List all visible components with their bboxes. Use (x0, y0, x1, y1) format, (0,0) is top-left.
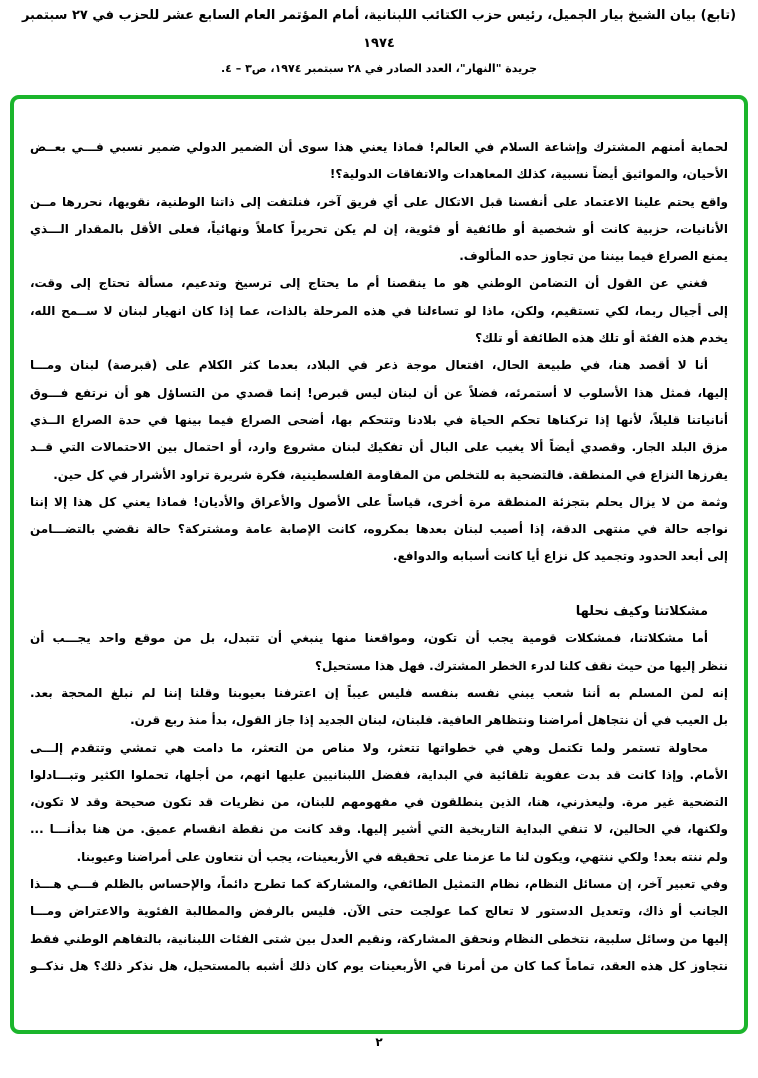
paragraph (30, 625, 728, 680)
text-line: ننظر إليها من حيث نقف كلنا لدرء الخطر المشترك. فهل هذا مستحيل؟ (315, 658, 728, 673)
paragraph (30, 735, 728, 871)
text-line: الأمام. وإذا كانت قد بدت عفوية تلقائية في البداية، ففضل اللبنانيين عليها انهم، من أجلها، تحملوا الكثير وتبـــادلوا (30, 767, 728, 782)
paragraph (30, 352, 728, 488)
page-number: ٢ (375, 1035, 383, 1049)
document-title: (تابع) بيان الشيخ بيار الجميل، رئيس حزب الكتائب اللبنانية، أمام المؤتمر العام السابع عشر للحزب في ٢٧ سبتمبر (21, 8, 737, 23)
text-line: بل العيب في أن نتجاهل أمراضنا ونتظاهر العافية. فلبنان، لبنان الجديد إذا جاز القول، بدأ منذ ربع قرن. (130, 713, 728, 728)
text-line: أما مشكلاتنا، فمشكلات قومية يجب أن تكون، ومواقعنا منها ينبغي أن تتبدل، بل من موقع واحد يجـــب أن (30, 631, 708, 646)
text-line: ولم ننته بعد! ولكي ننتهي، ويكون لنا ما عزمنا على تحقيقه في الأربعينات، يجب أن نتعاون على أمراضنا وعيوبنا. (76, 849, 728, 864)
text-line: إليها، فمثل هذا الأسلوب لا أستمرئه، فضلاً عن أن لبنان ليس قبرص! إنما قصدي من التساؤل هو أن نرتفع فـــوق (30, 385, 728, 400)
text-line: إليها من وسائل سلبية، نتخطى النظام ونحقق المشاركة، ونقيم العدل بين شتى الفئات اللبنانية، بالتفاهم الوطني فقط (30, 931, 728, 946)
text-line: نواجه حالة في منتهى الدقة، إذا أصيب لبنان بعدها بمكروه، كانت الإصابة عامة ومشتركة؟ حالة نقضي بالتضـــامن (30, 522, 728, 537)
text-line: الأحيان، والمواثيق أيضاً نسبية، كذلك المعاهدات والاتفاقات الدولية؟! (329, 167, 728, 182)
text-line: وفي تعبير آخر، إن مسائل النظام، نظام التمثيل الطائفي، والمشاركة كما تطرح دائماً، والإحساس بالظلم فـــي هـــذا (30, 877, 728, 892)
paragraph (30, 270, 728, 352)
text-line: يخدم هذه الفئة أو تلك هذه الطائفة أو تلك؟ (475, 331, 728, 346)
text-line: محاولة تستمر ولما تكتمل وهي في خطواتها تتعثر، ولا مناص من التعثر، ما دامت هي تمشي وتتقدم إلـــى (30, 740, 708, 755)
text-line: يفرزها النزاع في المنطقة. فالتضحية به للتخلص من المقاومة الفلسطينية، فكرة شريرة تراود الأشرار في كل حين. (53, 467, 728, 482)
document-body (30, 134, 728, 980)
text-line: مزق البلد الجار. وقصدي أيضاً ألا يغيب على البال أن تفكيك لبنان مشروع وارد، أو احتمال بين الاحتمالات التي قــد (30, 440, 728, 455)
text-line: الجانب أو ذاك، وتعديل الدستور لا تعالج كما عولجت حتى الآن. فليس بالرفض والمطالبة الفئوية والاعتراض ومـــا (30, 904, 728, 919)
text-line: إلى أجيال ربما، لكي تستقيم، ولكن، ماذا لو تساءلنا في هذه المرحلة بالذات، عما إذا كان انهيار لبنان لا ســمح الله، (30, 303, 728, 318)
document-title-year: ١٩٧٤ (363, 36, 395, 51)
paragraph (30, 871, 728, 980)
text-line: وثمة من لا يزال يحلم بتجزئة المنطقة مرة أخرى، قياساً على الأصول والأعراق والأديان! فماذا يعني كل هذا إلا إننا (30, 494, 728, 509)
text-line: يمنع الصراع فيما بيننا من تجاوز حده المألوف. (459, 249, 728, 264)
text-line: فغني عن القول أن التضامن الوطني هو ما ينقصنا أم ما يحتاج إلى ترسيخ وتدعيم، مسألة تحتاج إلى وقت، (30, 276, 708, 291)
section-heading: مشكلاتنا وكيف نحلها (575, 604, 708, 620)
text-line: أنانياتنا قليلاً، لأنها إذا تركناها تحكم الحياة في بلادنا وتتحكم بها، أضحى الصراع فيما بينها في حدة الصراع الــذي (30, 412, 728, 427)
text-line: الأنانيات، حزبية كانت أو شخصية أو طائفية أو فئوية، إن لم يكن تحريراً كاملاً ونهائياً، فعلى الأقل بالمقدار الـــذي (30, 221, 728, 236)
paragraph (30, 489, 728, 571)
text-line: إلى أبعد الحدود وتجميد كل نزاع أيا كانت أسبابه والدوافع. (392, 549, 728, 564)
text-line: إنه لمن المسلم به أننا شعب يبني نفسه بنفسه فليس عيباً إن اعترفنا بعيوبنا وقلنا إننا لم نبلغ المحجة بعد. (30, 685, 728, 700)
paragraph (30, 189, 728, 271)
source-citation: جريدة "النهار"، العدد الصادر في ٢٨ سبتمبر ١٩٧٤، ص٣ – ٤. (220, 62, 538, 75)
paragraph (30, 680, 728, 735)
paragraph (30, 134, 728, 189)
section-1 (30, 134, 728, 571)
text-line: التضحية غير مرة. وليعذرني، هنا، الذين ينطلقون في مفهومهم للبنان، من نظريات قد تكون صحيحة وقد لا تكون، (30, 795, 728, 810)
text-line: نتجاوز كل هذه العقد، تماماً كما كان من أمرنا في الأربعينات يوم كان ذلك أشبه بالمستحيل، هل نذكر ذلك؟ هل نذكــو (30, 958, 728, 973)
section-2 (30, 625, 728, 980)
text-line: واقع يحتم علينا الاعتماد على أنفسنا قبل الاتكال على أي فريق آخر، فنلتفت إلى ذاتنا الوطنية، نقويها، نحررها مــن (30, 194, 728, 209)
text-line: أنا لا أقصد هنا، في طبيعة الحال، افتعال موجة ذعر في البلاد، بعدما كثر الكلام على (قبرصة) لبنان ومـــا (30, 358, 708, 373)
text-line: لحماية أمنهم المشترك وإشاعة السلام في العالم! فماذا يعني هذا سوى أن الضمير الدولي ضمير نسبي فـــي بعــض (30, 140, 728, 154)
text-line: ولكنها، في الحالين، لا تنفي البداية التاريخية التي أشير إليها. وقد كانت من نقطة انقسام عميق. من هنا بدأنـــا ... (30, 822, 728, 837)
